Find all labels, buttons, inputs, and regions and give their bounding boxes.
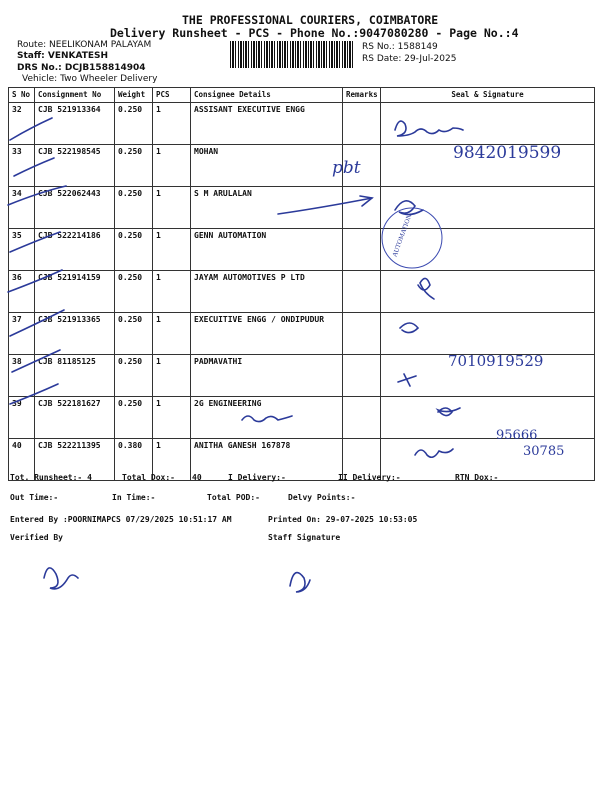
cell-consignment: CJB 521914159 [35, 271, 115, 313]
cell-pcs: 1 [153, 355, 191, 397]
vehicle-label: Vehicle: Two Wheeler Delivery [22, 74, 158, 84]
signature-row40 [415, 449, 453, 457]
cell-consignment: CJB 522211395 [35, 439, 115, 481]
handwritten-number-b: 30785 [523, 444, 565, 459]
i-delivery: I Delivery:- [228, 473, 286, 482]
staff-label: Staff: VENKATESH [17, 51, 109, 61]
handwritten-phone: 9842019599 [453, 143, 562, 163]
cell-consignee: ANITHA GANESH 167878 [191, 439, 343, 481]
cell-sno: 34 [9, 187, 35, 229]
handwritten-number-a: 95666 [496, 428, 538, 443]
total-dox-value: 40 [192, 473, 202, 482]
signature-row39-name [242, 416, 292, 422]
cell-weight: 0.250 [115, 187, 153, 229]
cell-pcs: 1 [153, 103, 191, 145]
cell-consignment: CJB 521913364 [35, 103, 115, 145]
tick-mark [14, 158, 54, 176]
tick-mark [10, 118, 52, 140]
delvy-points: Delvy Points:- [288, 493, 356, 502]
cell-weight: 0.250 [115, 397, 153, 439]
arrow-mark [278, 198, 372, 214]
cell-sno: 38 [9, 355, 35, 397]
tot-runsheet: Tot. Runsheet:- 4 [10, 473, 92, 482]
cell-consignment: CJB 521913365 [35, 313, 115, 355]
drs-label: DRS No.: [17, 63, 62, 73]
cell-consignee: EXECUITIVE ENGG / ONDIPUDUR [191, 313, 343, 355]
cell-consignment: CJB 81185125 [35, 355, 115, 397]
cell-weight: 0.250 [115, 103, 153, 145]
tick-mark [10, 232, 60, 252]
cell-sno: 37 [9, 313, 35, 355]
col-header-sno: S No [9, 88, 35, 103]
handwritten-pbt: pbt [332, 158, 361, 178]
signature-row37 [400, 323, 418, 333]
cell-consignee: S M ARULALAN [191, 187, 343, 229]
tick-mark [12, 350, 60, 372]
signature-row39 [438, 408, 460, 416]
total-dox-label: Total Dox:- [122, 473, 175, 482]
cell-weight: 0.250 [115, 145, 153, 187]
col-header-remarks: Remarks [343, 88, 381, 103]
cell-pcs: 1 [153, 313, 191, 355]
tick-mark [10, 310, 64, 336]
cell-consignee: JAYAM AUTOMOTIVES P LTD [191, 271, 343, 313]
company-name: THE PROFESSIONAL COURIERS, COIMBATORE [182, 13, 439, 27]
cell-pcs: 1 [153, 187, 191, 229]
cell-pcs: 1 [153, 271, 191, 313]
ii-delivery: II Delivery:- [338, 473, 401, 482]
arrow-mark [360, 196, 372, 206]
tick-mark [8, 270, 62, 292]
cell-weight: 0.250 [115, 313, 153, 355]
rtn-dox: RTN Dox:- [455, 473, 499, 482]
tick-mark [10, 384, 58, 404]
cell-consignee: MOHAN [191, 145, 343, 187]
staff-signature: Staff Signature [268, 533, 341, 542]
total-pod: Total POD:- [207, 493, 260, 502]
cell-consignment: CJB 522062443 [35, 187, 115, 229]
col-header-weight: Weight [115, 88, 153, 103]
drs-value: DCJB158814904 [64, 63, 146, 73]
rs-number: RS No.: 1588149 [362, 42, 438, 52]
cell-pcs: 1 [153, 229, 191, 271]
cell-consignee: 2G ENGINEERING [191, 397, 343, 439]
cell-pcs: 1 [153, 145, 191, 187]
runsheet-title: Delivery Runsheet - PCS - Phone No.:9047080280 - Page No.:4 [110, 26, 519, 40]
cell-sno: 36 [9, 271, 35, 313]
signature-staff [290, 573, 310, 592]
cell-consignee: GENN AUTOMATION [191, 229, 343, 271]
out-time: Out Time:- [10, 493, 59, 502]
cell-consignee: ASSISANT EXECUTIVE ENGG [191, 103, 343, 145]
cell-sno: 35 [9, 229, 35, 271]
cell-sno: 39 [9, 397, 35, 439]
cell-consignment: CJB 522181627 [35, 397, 115, 439]
verified-by: Verified By [10, 533, 63, 542]
rs-date: RS Date: 29-Jul-2025 [362, 54, 457, 64]
cell-sno: 32 [9, 103, 35, 145]
entered-by: Entered By :POORNIMAPCS 07/29/2025 10:51:17 AM [10, 515, 232, 524]
handwritten-number: 7010919529 [448, 352, 544, 370]
stamp-text: AUTOMATION [391, 213, 414, 258]
col-header-consignee: Consignee Details [191, 88, 343, 103]
tick-mark [8, 186, 66, 205]
cell-weight: 0.250 [115, 355, 153, 397]
signature-row36 [418, 278, 434, 299]
cell-weight: 0.380 [115, 439, 153, 481]
cell-consignee: PADMAVATHI [191, 355, 343, 397]
printed-on: Printed On: 29-07-2025 10:53:05 [268, 515, 418, 524]
signature-row32 [395, 121, 463, 136]
signature-row38 [398, 374, 416, 386]
col-header-pcs: PCS [153, 88, 191, 103]
cell-sno: 40 [9, 439, 35, 481]
col-header-consignment: Consignment No [35, 88, 115, 103]
route-label: Route: NEELIKONAM PALAYAM [17, 40, 152, 50]
col-header-seal: Seal & Signature [381, 88, 595, 103]
cell-weight: 0.250 [115, 229, 153, 271]
cell-pcs: 1 [153, 397, 191, 439]
cell-consignment: CJB 522214186 [35, 229, 115, 271]
cell-weight: 0.250 [115, 271, 153, 313]
signature-verified [44, 568, 78, 589]
in-time: In Time:- [112, 493, 156, 502]
cell-pcs: 1 [153, 439, 191, 481]
cell-consignment: CJB 522198545 [35, 145, 115, 187]
cell-sno: 33 [9, 145, 35, 187]
